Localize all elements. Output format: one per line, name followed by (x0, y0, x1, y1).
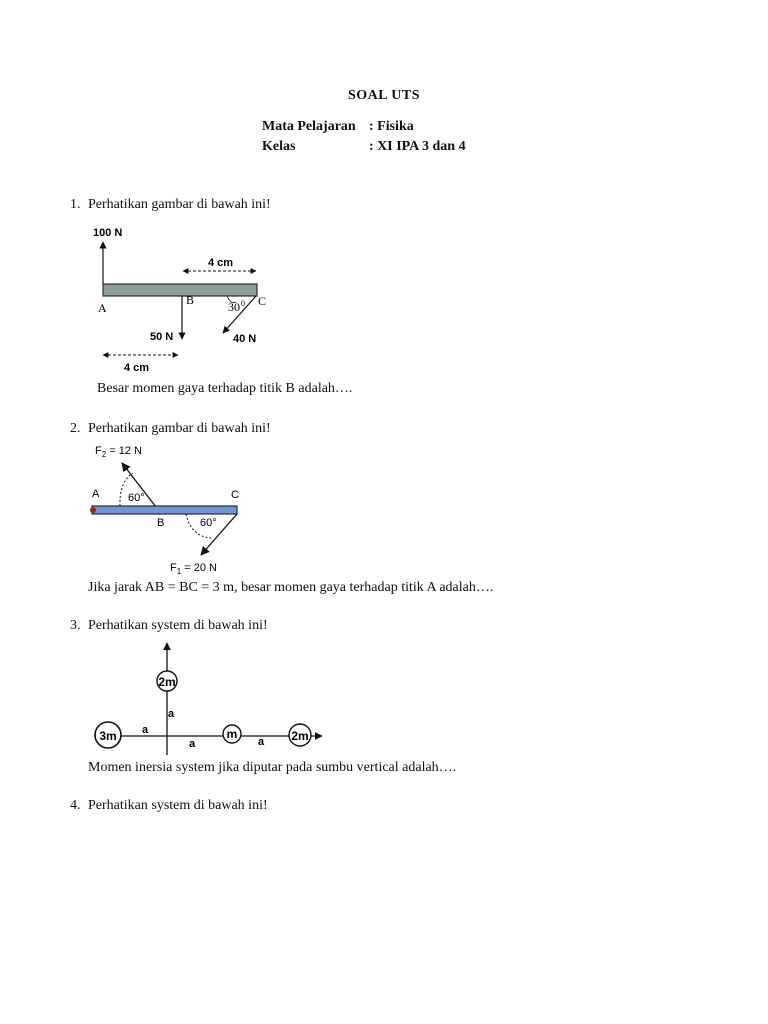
figure-1-lever (93, 227, 266, 374)
subject-label: Mata Pelajaran (262, 119, 356, 134)
angle-degree-mark: 0 (241, 299, 245, 308)
point-c-label: C (258, 294, 267, 308)
question-3-number: 3. (70, 618, 81, 633)
question-2-followup: Jika jarak AB = BC = 3 m, besar momen gaya terhadap titik A adalah…. (88, 580, 494, 595)
mass-left-label: 3m (99, 729, 117, 743)
mass-mid-label: m (226, 727, 238, 741)
lever-bar (103, 284, 257, 296)
question-3-followup: Momen inersia system jika diputar pada sumbu vertical adalah…. (88, 760, 457, 775)
point-b-label-2: B (157, 517, 165, 529)
point-a-label: A (98, 301, 107, 315)
angle-bottom-label: 60° (200, 517, 217, 529)
mass-right-label: 2m (291, 729, 309, 743)
question-4-number: 4. (70, 798, 81, 813)
angle-top-label: 60° (128, 492, 145, 504)
f2-label: $F_2 = 12$ N (95, 445, 142, 459)
angle-30-label: 30 (228, 300, 240, 314)
point-b-label: B (186, 293, 195, 307)
mass-top-label: 2m (158, 675, 176, 689)
question-1-prompt: Perhatikan gambar di bawah ini! (88, 197, 271, 212)
distance-mid-label: a (189, 738, 196, 750)
question-1-number: 1. (70, 197, 81, 212)
distance-vertical-label: a (168, 708, 175, 720)
point-c-label-2: C (231, 489, 239, 501)
question-2-number: 2. (70, 421, 81, 436)
figure-3-mass-system (94, 643, 322, 755)
pivot-point-a (90, 507, 96, 513)
question-1-followup: Besar momen gaya terhadap titik B adalah…. (97, 381, 353, 396)
force-label-50n: 50 N (150, 331, 174, 343)
distance-label-bottom: 4 cm (124, 362, 150, 374)
question-2-prompt: Perhatikan gambar di bawah ini! (88, 421, 271, 436)
force-label-100n: 100 N (93, 227, 123, 239)
question-4-prompt: Perhatikan system di bawah ini! (88, 798, 268, 813)
distance-right-label: a (258, 736, 265, 748)
figure-2-beam (90, 445, 239, 576)
distance-label-top: 4 cm (208, 257, 234, 269)
f1-label: $F_1 = 20$ N (170, 562, 217, 576)
beam-bar (92, 506, 237, 514)
class-value: : XI IPA 3 dan 4 (369, 139, 466, 154)
question-3-prompt: Perhatikan system di bawah ini! (88, 618, 268, 633)
force-label-40n: 40 N (233, 333, 257, 345)
page-title: SOAL UTS (347, 88, 421, 103)
subject-value: : Fisika (369, 119, 414, 134)
point-a-label-2: A (92, 488, 100, 500)
distance-left-label: a (142, 724, 149, 736)
class-label: Kelas (262, 139, 296, 154)
